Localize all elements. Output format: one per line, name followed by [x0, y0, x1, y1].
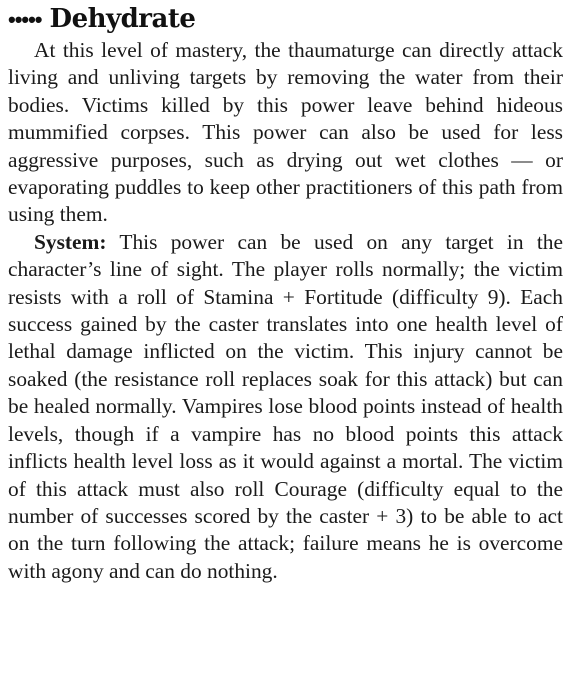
system-paragraph — [8, 229, 563, 585]
power-title: Dehydrate — [49, 4, 196, 34]
system-text: This power can be used on any target in the character’s line of sight. The player rolls normally; the victim resists with a roll of Stamina + Fortitude (difficulty 9). Each success gained by the caster translates into one health level of lethal damage inflicted on the victim. This injury cannot be soaked (the resistance roll replaces soak for this attack) but can be healed normally. Vampires lose blood points instead of health levels, though if a vampire has no blood points this attack inflicts health level loss as it would against a mortal. The victim of this attack must also roll Courage (difficulty equal to the number of successes scored by the caster + 3) to be able to act on the turn following the attack; failure means he is overcome with agony and can do nothing. — [8, 229, 563, 583]
level-dots: ••••• — [8, 7, 42, 32]
description-paragraph — [8, 37, 563, 229]
description-text: At this level of mastery, the thaumaturge can directly attack living and unliving targets by removing the water from their bodies. Victims killed by this power leave behind hideous mummified corpses. This power can also be used for less aggressive purposes, such as drying out wet clothes — or evaporating puddles to keep other practitioners of this path from using them. — [8, 38, 563, 227]
section-heading — [8, 4, 563, 34]
system-label: System: — [34, 229, 107, 254]
